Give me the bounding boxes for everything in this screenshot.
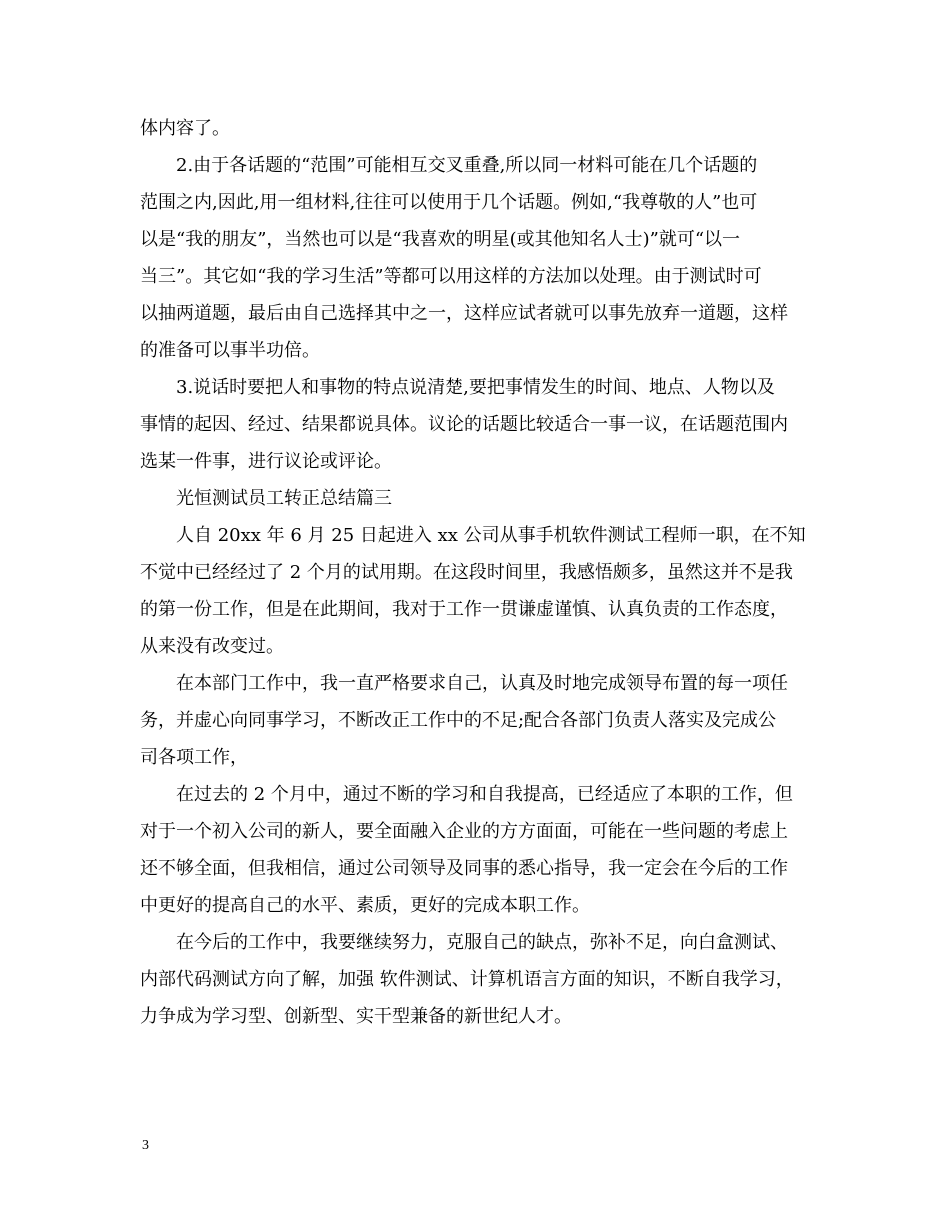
text-line: 2.由于各话题的“范围”可能相互交叉重叠,所以同一材料可能在几个话题的 <box>176 155 758 176</box>
text-line: 体内容了。 <box>140 118 230 139</box>
text-line: 选某一件事，进行议论或评论。 <box>140 451 392 472</box>
text-line: 从来没有改变过。 <box>140 636 284 657</box>
text-line: 事情的起因、经过、结果都说具体。议论的话题比较适合一事一议，在话题范围内 <box>140 414 788 435</box>
text-line: 以是“我的朋友”，当然也可以是“我喜欢的明星(或其他知名人士)”就可“以一 <box>140 229 741 250</box>
text-line: 当三”。其它如“我的学习生活”等都可以用这样的方法加以处理。由于测试时可 <box>140 266 762 287</box>
text-line: 以抽两道题，最后由自己选择其中之一，这样应试者就可以事先放弃一道题，这样 <box>140 303 788 324</box>
text-line: 人自 20xx 年 6 月 25 日起进入 xx 公司从事手机软件测试工程师一职，在不知 <box>176 525 806 546</box>
section-heading: 光恒测试员工转正总结篇三 <box>176 488 392 509</box>
text-line: 不觉中已经经过了 2 个月的试用期。在这段时间里，我感悟颇多，虽然这并不是我 <box>140 562 793 583</box>
text-line: 在今后的工作中，我要继续努力，克服自己的缺点，弥补不足，向白盒测试、 <box>176 932 788 953</box>
text-line: 力争成为学习型、创新型、实干型兼备的新世纪人才。 <box>140 1006 572 1027</box>
text-line: 务，并虚心向同事学习，不断改正工作中的不足;配合各部门负责人落实及完成公 <box>140 710 777 731</box>
text-line: 内部代码测试方向了解，加强 软件测试、计算机语言方面的知识，不断自我学习， <box>140 969 794 990</box>
text-line: 司各项工作， <box>140 747 248 768</box>
text-line: 还不够全面，但我相信，通过公司领导及同事的悉心指导，我一定会在今后的工作 <box>140 858 788 879</box>
text-line: 在本部门工作中，我一直严格要求自己，认真及时地完成领导布置的每一项任 <box>176 673 788 694</box>
text-line: 的准备可以事半功倍。 <box>140 340 320 361</box>
text-line: 的第一份工作，但是在此期间，我对于工作一贯谦虚谨慎、认真负责的工作态度， <box>140 599 788 620</box>
text-line: 对于一个初入公司的新人，要全面融入企业的方方面面，可能在一些问题的考虑上 <box>140 821 788 842</box>
text-line: 范围之内,因此,用一组材料,往往可以使用于几个话题。例如,“我尊敬的人”也可 <box>140 192 758 213</box>
page-number: 3 <box>142 1138 149 1153</box>
text-line: 3.说话时要把人和事物的特点说清楚,要把事情发生的时间、地点、人物以及 <box>176 377 775 398</box>
text-line: 在过去的 2 个月中，通过不断的学习和自我提高，已经适应了本职的工作，但 <box>176 784 793 805</box>
text-line: 中更好的提高自己的水平、素质，更好的完成本职工作。 <box>140 895 590 916</box>
